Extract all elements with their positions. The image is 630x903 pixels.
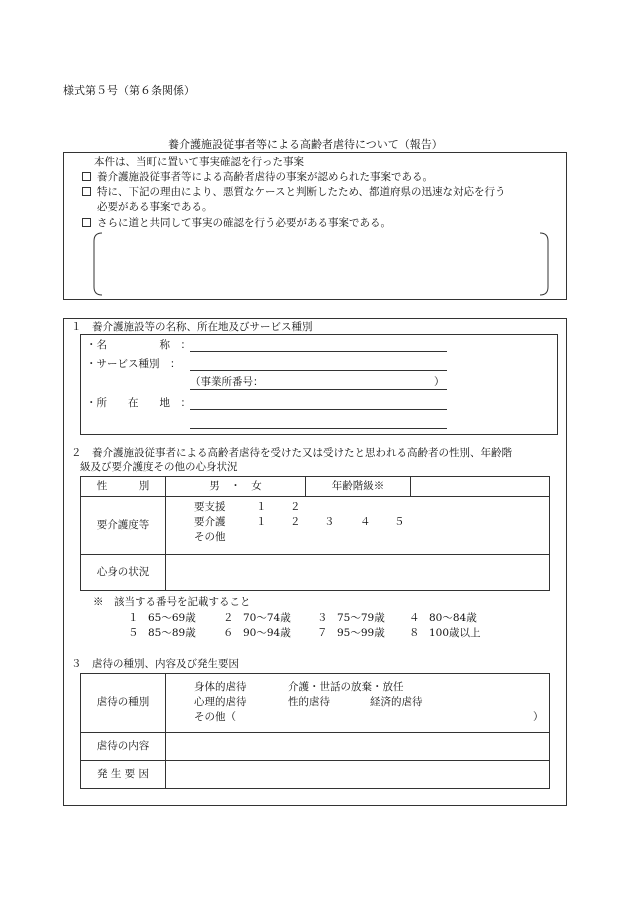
section3-heading: ３ 虐待の種別、内容及び発生要因 (71, 658, 239, 670)
abuse-physical[interactable]: 身体的虐待 (194, 681, 247, 693)
sex-options[interactable]: 男 ・ 女 (166, 477, 306, 497)
abuse-cause-field[interactable] (166, 761, 550, 789)
care-5[interactable]: ５ (394, 516, 405, 528)
report-intro: 本件は、当町に置いて事実確認を行った事案 (94, 156, 304, 168)
sex-label: 性 別 (81, 477, 166, 497)
support-label: 要支援 (194, 501, 226, 513)
elderly-status-table (80, 476, 550, 591)
reason-bracket[interactable] (90, 231, 552, 297)
address-label: ・所 在 地 ： (86, 397, 191, 409)
age-class-field[interactable] (411, 477, 550, 497)
section1-heading: １ 養介護施設等の名称、所在地及びサービス種別 (71, 321, 313, 333)
care-2[interactable]: ２ (290, 516, 301, 528)
mental-status-label: 心身の状況 (81, 555, 166, 591)
care-1[interactable]: １ (256, 516, 267, 528)
checkbox-1[interactable] (82, 172, 91, 181)
form-number: 様式第５号（第６条関係） (63, 84, 195, 97)
abuse-type-options[interactable] (166, 674, 550, 733)
address-field[interactable] (190, 409, 447, 410)
care-label: 要介護 (194, 516, 226, 528)
section2-heading: ２ 養介護施設従事者による高齢者虐待を受けた又は受けたと思われる高齢者の性別、年齢階 (71, 447, 512, 459)
section2-heading-cont: 級及び要介護度その他の心身状況 (80, 461, 238, 473)
address-field-2[interactable] (190, 428, 447, 429)
report-option-2-cont: 必要がある事案である。 (97, 201, 213, 213)
service-type-field[interactable] (190, 370, 447, 371)
care-level-label: 要介護度等 (81, 497, 166, 555)
report-option-3[interactable]: さらに道と共同して事実の確認を行う必要がある事案である。 (82, 215, 391, 232)
age-note: ※ 該当する番号を記載すること (93, 596, 251, 608)
abuse-table (80, 673, 550, 789)
abuse-content-field[interactable] (166, 733, 550, 761)
abuse-economic[interactable]: 経済的虐待 (370, 696, 423, 708)
abuse-neglect[interactable]: 介護・世話の放棄・放任 (288, 681, 404, 693)
checkbox-2[interactable] (82, 187, 91, 196)
care-4[interactable]: ４ (360, 516, 371, 528)
service-type-label: ・サービス種別 ： (86, 358, 181, 370)
checkbox-3[interactable] (82, 218, 91, 227)
support-2[interactable]: ２ (290, 501, 301, 513)
care-other[interactable]: その他 (194, 531, 226, 543)
office-number-close: ） (434, 376, 445, 388)
care-level-options[interactable] (166, 497, 550, 555)
age-class-label: 年齢階級※ (306, 477, 411, 497)
office-number-field[interactable] (190, 389, 447, 390)
support-1[interactable]: １ (256, 501, 267, 513)
care-3[interactable]: ３ (324, 516, 335, 528)
abuse-psychological[interactable]: 心理的虐待 (194, 696, 247, 708)
abuse-other[interactable]: その他（ (194, 711, 236, 723)
abuse-sexual[interactable]: 性的虐待 (288, 696, 330, 708)
facility-name-field[interactable] (190, 351, 447, 352)
abuse-content-label: 虐待の内容 (81, 733, 166, 761)
mental-status-field[interactable] (166, 555, 550, 591)
report-option-2[interactable]: 特に、下記の理由により、悪質なケースと判断したため、都道府県の迅速な対応を行う (82, 184, 506, 201)
abuse-cause-label: 発 生 要 因 (81, 761, 166, 789)
office-number-label: （事業所番号： (190, 376, 264, 388)
report-option-1[interactable]: 養介護施設従事者等による高齢者虐待の事案が認められた事案である。 (82, 169, 433, 186)
report-box (63, 152, 567, 300)
abuse-other-close: ） (533, 711, 544, 723)
document-title: 養介護施設従事者等による高齢者虐待について（報告） (168, 138, 443, 151)
facility-name-label: ・名 称 ： (86, 339, 191, 351)
abuse-type-label: 虐待の種別 (81, 674, 166, 733)
